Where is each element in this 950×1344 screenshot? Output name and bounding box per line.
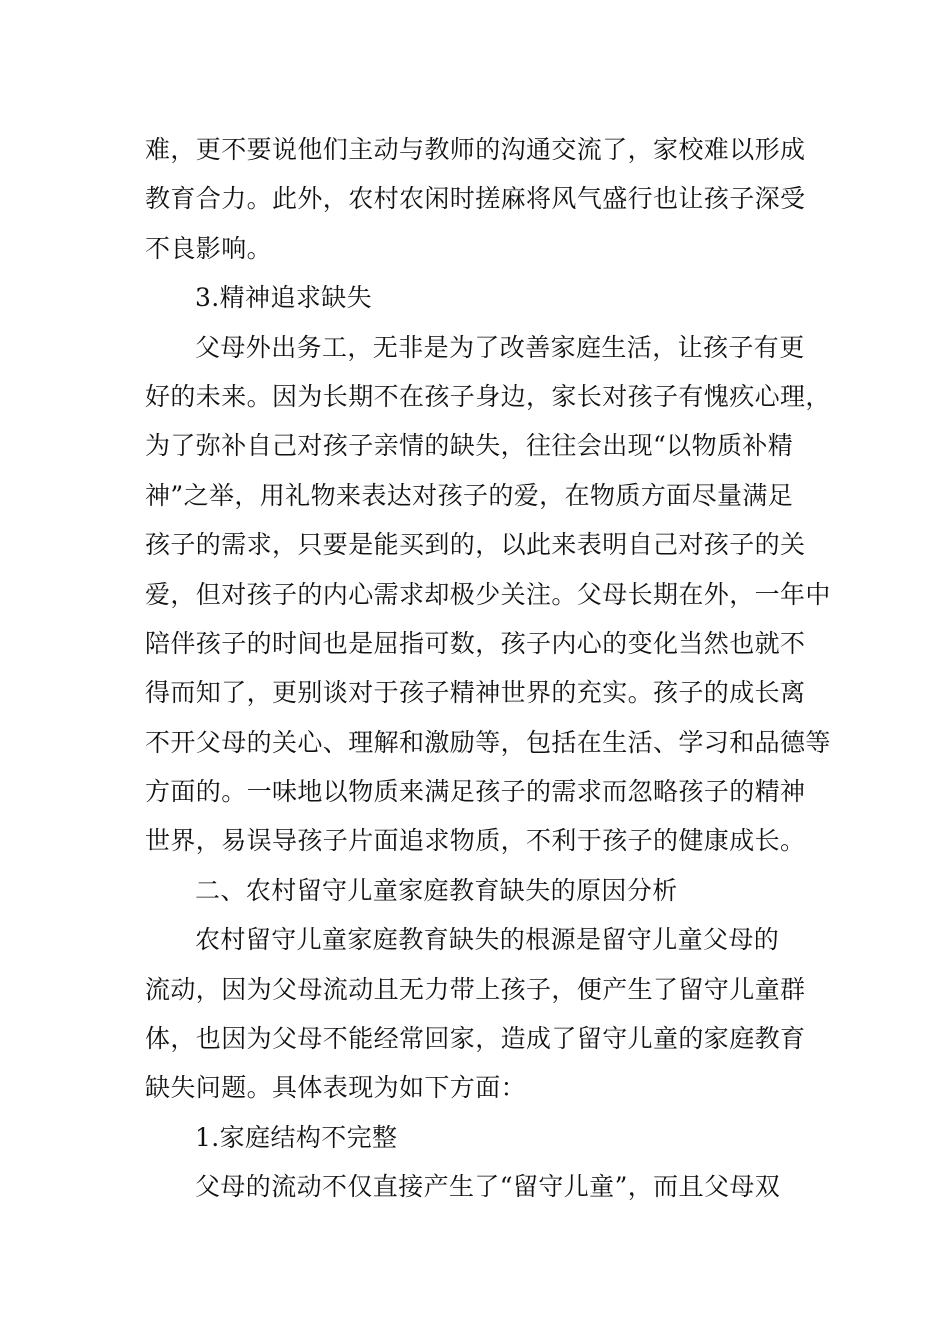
chapter-heading-2: 二、农村留守儿童家庭教育缺失的原因分析 [195, 875, 678, 905]
text-line: 父母的流动不仅直接产生了“留守儿童”，而且父母双 [195, 1172, 781, 1202]
text-line: 爱，但对孩子的内心需求却极少关注。父母长期在外，一年中 [145, 579, 831, 609]
text-line: 为了弥补自己对孩子亲情的缺失，往往会出现“以物质补精 [145, 431, 794, 461]
text-line: 孩子的需求，只要是能买到的，以此来表明自己对孩子的关 [145, 530, 806, 560]
body-text [145, 125, 831, 1212]
text-line: 好的未来。因为长期不在孩子身边，家长对孩子有愧疚心理， [145, 381, 831, 411]
text-line: 方面的。一味地以物质来满足孩子的需求而忽略孩子的精神 [145, 777, 806, 807]
text-line: 不开父母的关心、理解和激励等，包括在生活、学习和品德等 [145, 727, 831, 757]
text-line: 教育合力。此外，农村农闲时搓麻将风气盛行也让孩子深受 [145, 184, 806, 214]
text-line: 体，也因为父母不能经常回家，造成了留守儿童的家庭教育 [145, 1024, 806, 1054]
text-line: 陪伴孩子的时间也是屈指可数，孩子内心的变化当然也就不 [145, 628, 806, 658]
section-heading-1: 1.家庭结构不完整 [195, 1122, 398, 1152]
section-heading-3: 3.精神追求缺失 [195, 283, 373, 313]
text-line: 流动，因为父母流动且无力带上孩子，便产生了留守儿童群 [145, 974, 806, 1004]
text-line: 不良影响。 [145, 233, 273, 263]
text-line: 父母外出务工，无非是为了改善家庭生活，让孩子有更 [195, 332, 805, 362]
text-line: 得而知了，更别谈对于孩子精神世界的充实。孩子的成长离 [145, 678, 806, 708]
text-line: 神”之举，用礼物来表达对孩子的爱，在物质方面尽量满足 [145, 480, 794, 510]
text-line: 农村留守儿童家庭教育缺失的根源是留守儿童父母的 [195, 925, 780, 955]
text-line: 难，更不要说他们主动与教师的沟通交流了，家校难以形成 [145, 135, 806, 164]
text-line: 世界，易误导孩子片面追求物质，不利于孩子的健康成长。 [145, 826, 806, 856]
text-line: 缺失问题。具体表现为如下方面： [145, 1073, 527, 1103]
